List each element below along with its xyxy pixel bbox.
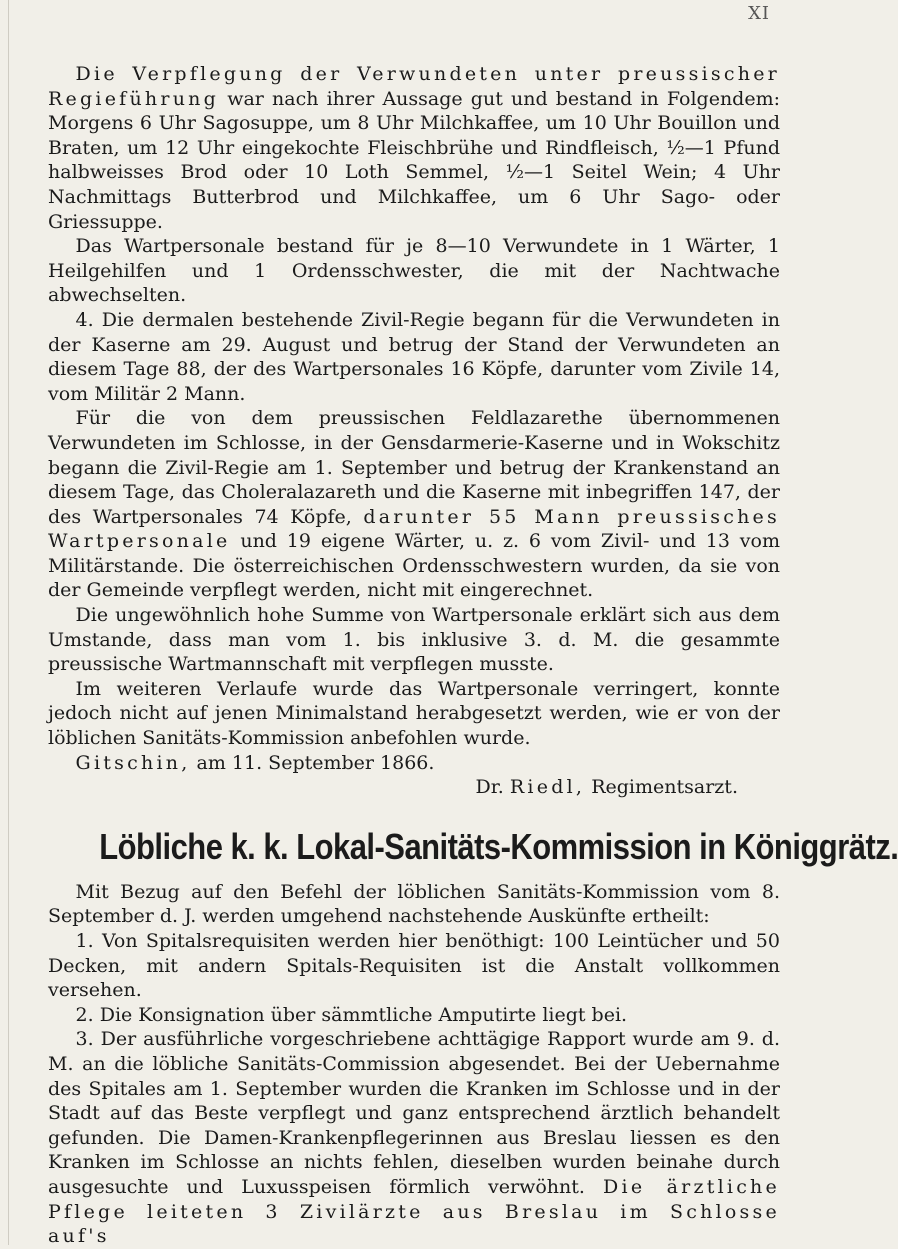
paragraph-feldlazareth: Für die von dem preussischen Feldlazarethe übernommenen Verwundeten im Schlosse, in der Gensdarmerie-Kaserne und in Wokschitz begann die Zivil-Regie am 1. September und betrug der Krankenstand an diesem Tage, das Choleralazareth und die Kaserne mit inbegriffen 147, der des Wartpersonales 74 Köpfe, darunter 55 Mann preussisches Wartpersonale und 19 eigene Wärter, u. z. 6 vom Zivil- und 13 vom Militärstande. Die österreichischen Ordensschwestern wurden, da sie von der Gemeinde verpflegt werden, nicht mit eingerechnet. (48, 407, 780, 602)
page-edge-line (8, 0, 9, 1245)
page-number: XI (748, 3, 770, 24)
list-item: 3. Der ausführliche vorgeschriebene achttägige Rapport wurde am 9. d. M. an die löbliche Sanitäts-Commission abgesendet. Bei der Uebernahme des Spitales am 1. September wurden die Kranken im Schlosse und in der Stadt auf das Beste verpflegt und ganz entsprechend ärztlich behandelt gefunden. Die Damen-Krankenpflegerinnen aus Breslau liessen es den Kranken im Schlosse an nichts fehlen, dieselben wurden beinahe durch ausgesuchte und Luxusspeisen förmlich verwöhnt. Die ärztliche Pflege leiteten 3 Zivilärzte aus Breslau im Schlosse auf's (48, 1028, 781, 1248)
list-item: 1. Von Spitalsrequisiten werden hier benöthigt: 100 Leintücher und 50 Decken, mit andern Spitals-Requisiten ist die Anstalt vollkommen versehen. (48, 930, 780, 1002)
paragraph-verpflegung: Die Verpflegung der Verwundeten unter preussischer Regieführung war nach ihrer Aussage gut und bestand in Folgendem: Morgens 6 Uhr Sagosuppe, um 8 Uhr Milchkaffee, um 10 Uhr Bouillon und Braten, um 12 Uhr eingekochte Fleischbrühe und Rindfleisch, ½—1 Pfund halbweisses Brod oder 10 Loth Semmel, ½—1 Seitel Wein; 4 Uhr Nachmittags Butterbrod und Milchkaffee, um 6 Uhr Sago- oder Griessuppe. (48, 63, 781, 233)
paragraph-verlauf: Im weiteren Verlaufe wurde das Wartpersonale verringert, konnte jedoch nicht auf jenen Minimalstand herabgesetzt werden, wie er von der löblichen Sanitäts-Kommission anbefohlen wurde. (48, 677, 780, 750)
paragraph-summe: Die ungewöhnlich hohe Summe von Wartpersonale erklärt sich aus dem Umstande, dass man vom 1. bis inklusive 3. d. M. die gesammte preussische Wartmannschaft mit verpflegen musste. (48, 604, 780, 676)
text-column (48, 62, 898, 1249)
section-heading: Löbliche k. k. Lokal-Sanitäts-Kommission in Königgrätz. (99, 825, 898, 867)
section-gap (48, 800, 780, 826)
signature: Dr. Riedl, Regimentsarzt. (475, 776, 738, 799)
list-item: 2. Die Konsignation über sämmtliche Amputirte liegt bei. (75, 1003, 628, 1026)
spaced-emphasis: Die ärztliche Pflege leiteten 3 Zivilärzte aus Breslau im Schlosse auf's (48, 1175, 781, 1248)
spaced-emphasis: darunter 55 Mann preussisches Wartpersonale (48, 505, 780, 553)
paragraph-wartpersonale: Das Wartpersonale bestand für je 8—10 Verwundete in 1 Wärter, 1 Heilgehilfen und 1 Ordensschwester, die mit der Nachtwache abwechselten. (48, 235, 780, 307)
paragraph-zivil-regie: 4. Die dermalen bestehende Zivil-Regie begann für die Verwundeten in der Kaserne am 29. August und betrug der Stand der Verwundeten an diesem Tage 88, der des Wartpersonales 16 Köpfe, darunter vom Zivile 14, vom Militär 2 Mann. (48, 308, 780, 405)
spaced-emphasis: Die Verpflegung der Verwundeten unter preussischer Regieführung (48, 63, 780, 110)
section-body (48, 880, 780, 1249)
section-intro: Mit Bezug auf den Befehl der löblichen Sanitäts-Kommission vom 8. September d. J. werden umgehend nachstehende Auskünfte ertheilt: (48, 880, 780, 928)
place-date: Gitschin, am 11. September 1866. (75, 751, 435, 774)
